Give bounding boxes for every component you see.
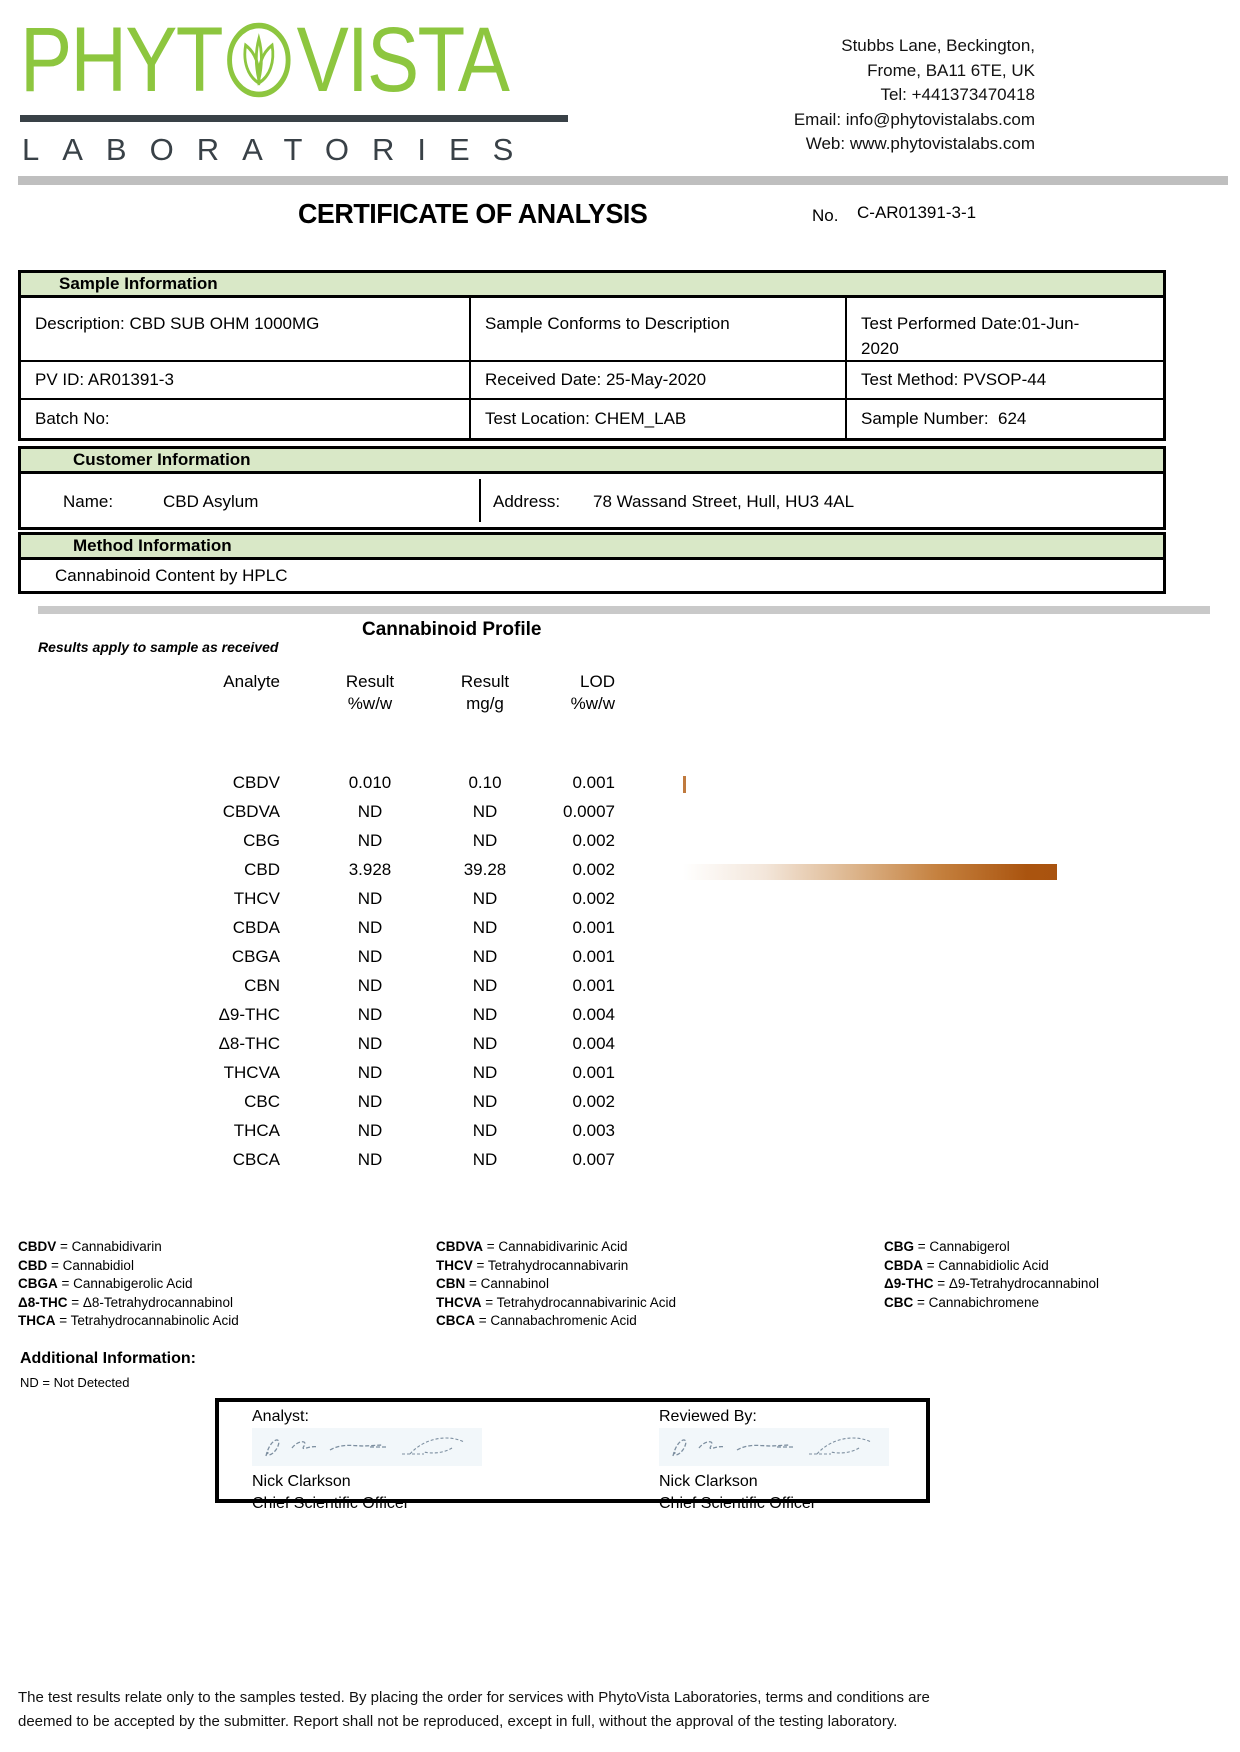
profile-table-row [0,1005,1100,1034]
result-pct-cell: ND [357,1121,383,1140]
result-mg-cell: ND [472,1150,498,1169]
legend-entry: CBG = Cannabigerol [884,1239,1010,1254]
section-divider [38,606,1210,614]
legend-entry: THCVA = Tetrahydrocannabivarinic Acid [436,1294,676,1310]
result-pct-cell: ND [357,802,383,821]
profile-table-spacer [0,716,1100,773]
contact-line: Email: info@phytovistalabs.com [793,109,1035,129]
test-performed-cell [847,298,1163,362]
customer-information-row [21,474,1163,527]
reviewer-signature-column [659,1402,889,1512]
profile-table-row [0,1150,1100,1179]
legend-abbr: THCV [436,1257,473,1273]
sample-number-cell: Sample Number: 624 [861,409,1027,428]
profile-table-row [0,773,1100,802]
legend-abbr: CBG [884,1239,914,1254]
analyte-cell: THCVA [223,1063,280,1082]
cannabinoid-profile-table [0,672,1100,1179]
lod-cell: 0.001 [572,918,615,937]
sample-information-table [21,298,1163,438]
customer-information-heading: Customer Information [21,449,1163,474]
header-result-mg: Result [460,672,510,691]
legend-column [18,1238,436,1331]
reviewer-signature-image [659,1428,889,1466]
test-performed-text: Test Performed Date:01-Jun-2020 [861,314,1080,358]
profile-table-row [0,947,1100,976]
chromatogram-tick [683,776,686,793]
logo-text-vista: VISTA [296,9,509,111]
chromatogram-gradient-bar [683,864,1057,880]
legend-abbr: CBDA [884,1257,923,1273]
logo-text-phyt: PHYT [20,9,222,111]
reviewed-by-label: Reviewed By: [659,1408,757,1425]
test-method-cell: Test Method: PVSOP-44 [847,362,1163,400]
logo-subtitle: LABORATORIES [22,132,537,167]
description-cell: Description: CBD SUB OHM 1000MG [21,298,471,362]
legend-abbr: Δ8-THC [18,1294,68,1310]
analyte-cell: THCA [233,1121,280,1140]
result-pct-cell: ND [357,1005,383,1024]
header-result-pct-units: %w/w [347,694,393,713]
analyte-cell: Δ8-THC [218,1034,280,1053]
legend-entry: CBDA = Cannabidiolic Acid [884,1257,1049,1273]
result-mg-cell: ND [472,1005,498,1024]
signature-block [215,1398,930,1512]
reviewer-title: Chief Scientific Officer [659,1495,817,1512]
certificate-no-value: C-AR01391-3-1 [857,203,977,222]
legend-column [884,1238,1222,1331]
legend-entry: Δ8-THC = Δ8-Tetrahydrocannabinol [18,1294,233,1310]
customer-information-section [18,446,1166,530]
result-mg-cell: ND [472,1121,498,1140]
analyte-cell: CBDA [232,918,280,937]
analyte-cell: CBC [244,1092,280,1111]
legend-abbr: CBCA [436,1313,475,1328]
certificate-no-label: No. [812,206,839,225]
result-pct-cell: ND [357,918,383,937]
lod-cell: 0.003 [572,1121,615,1140]
legend-abbr: CBN [436,1276,466,1291]
legend-abbr: Δ9-THC [884,1276,934,1291]
lod-cell: 0.0007 [563,802,615,821]
result-mg-cell: ND [472,831,498,850]
results-note: Results apply to sample as received [38,639,279,655]
legend-entry: CBN = Cannabinol [436,1276,549,1291]
profile-table-row [0,1092,1100,1121]
header-result-pct: Result [345,672,395,691]
reviewer-name: Nick Clarkson [659,1473,758,1490]
header-divider [18,176,1228,185]
lod-cell: 0.007 [572,1150,615,1169]
legend-entry: THCA = Tetrahydrocannabinolic Acid [18,1313,239,1328]
profile-table-row [0,1034,1100,1063]
lod-cell: 0.004 [572,1034,615,1053]
result-mg-cell: ND [472,1063,498,1082]
sample-information-section [18,270,1166,441]
result-pct-cell: ND [357,976,383,995]
legend-abbr: THCVA [436,1294,482,1310]
phytovista-logo [20,9,594,168]
legend-entry: CBD = Cannabidiol [18,1257,134,1273]
header-lod-units: %w/w [570,694,615,713]
nd-definition: ND = Not Detected [20,1375,130,1390]
lod-cell: 0.001 [572,1063,615,1082]
analyte-cell: Δ9-THC [218,1005,280,1024]
legend-column [436,1238,884,1331]
analyte-cell: CBN [244,976,280,995]
analyte-cell: CBCA [232,1150,280,1169]
contact-line: Tel: +441373470418 [880,85,1035,104]
method-information-section [18,532,1166,594]
result-mg-cell: ND [472,918,498,937]
method-name: Cannabinoid Content by HPLC [55,565,288,585]
analyte-cell: CBDVA [222,802,280,821]
logo-divider-bar [20,115,568,122]
header-result-mg-units: mg/g [466,694,504,713]
result-pct-cell: ND [357,889,383,908]
legend-abbr: CBDV [18,1239,57,1254]
analyte-cell: CBG [243,831,280,850]
legend-abbr: CBD [18,1257,48,1273]
analyte-cell: THCV [233,889,280,908]
method-information-heading: Method Information [21,535,1163,560]
legend-entry: THCV = Tetrahydrocannabivarin [436,1257,629,1273]
result-pct-cell: ND [357,831,383,850]
profile-table-row [0,918,1100,947]
analyte-cell: CBD [244,860,280,879]
result-pct-cell: ND [357,1092,383,1111]
result-pct-cell: ND [357,1034,383,1053]
logo-wordmark [20,9,509,111]
legend-abbr: THCA [18,1313,56,1328]
received-date-cell: Received Date: 25-May-2020 [471,362,847,400]
profile-table-row [0,1121,1100,1150]
analyst-signature-column [252,1402,482,1512]
lod-cell: 0.002 [572,831,615,850]
lod-cell: 0.002 [572,1092,615,1111]
contact-line: Frome, BA11 6TE, UK [867,60,1035,80]
analyst-name: Nick Clarkson [252,1473,351,1490]
result-pct-cell: ND [357,947,383,966]
result-mg-cell: ND [472,889,498,908]
page-title: CERTIFICATE OF ANALYSIS [298,198,648,229]
result-mg-cell: ND [472,1092,498,1111]
disclaimer-line-2: deemed to be accepted by the submitter. Report shall not be reproduced, except in full, without the approval of the testing laboratory. [18,1713,898,1730]
conforms-cell: Sample Conforms to Description [471,298,847,362]
additional-information-section [20,1350,196,1390]
profile-table-row [0,831,1100,860]
lod-cell: 0.001 [572,976,615,995]
customer-name-label: Name: [63,492,114,511]
result-mg-cell: ND [472,947,498,966]
legend-entry: Δ9-THC = Δ9-Tetrahydrocannabinol [884,1276,1099,1291]
result-pct-cell: ND [357,1150,383,1169]
legend-entry: CBDV = Cannabidivarin [18,1239,162,1254]
abbreviation-legend [18,1238,1222,1331]
result-mg-cell: 39.28 [463,860,507,879]
legend-entry: CBDVA = Cannabidivarinic Acid [436,1239,628,1254]
result-pct-cell: 3.928 [348,860,392,879]
legend-entry: CBC = Cannabichromene [884,1294,1039,1310]
batch-no-cell: Batch No: [21,400,471,438]
legend-abbr: CBGA [18,1276,58,1291]
lod-cell: 0.004 [572,1005,615,1024]
contact-line: Stubbs Lane, Beckington, [841,36,1035,55]
header-analyte: Analyte [223,672,280,691]
customer-address-label: Address: [493,492,561,511]
customer-name-value: CBD Asylum [163,492,259,511]
result-mg-cell: ND [472,802,498,821]
test-location-cell: Test Location: CHEM_LAB [471,400,847,438]
customer-row-divider [479,479,481,522]
result-pct-cell: ND [357,1063,383,1082]
pv-id-cell: PV ID: AR01391-3 [21,362,471,400]
result-mg-cell: ND [472,976,498,995]
lod-cell: 0.001 [572,947,615,966]
cannabinoid-profile-title: Cannabinoid Profile [362,619,542,640]
profile-table-rows [0,773,1100,1179]
profile-table-row [0,889,1100,918]
sample-information-heading: Sample Information [21,273,1163,298]
profile-table-row [0,1063,1100,1092]
analyte-cell: CBDV [232,773,280,792]
leaf-in-o-icon [224,19,294,101]
analyte-cell: CBGA [231,947,280,966]
disclaimer-line-1: The test results relate only to the samples tested. By placing the order for services with PhytoVista Laboratories, terms and conditions are [18,1689,930,1706]
header-lod: LOD [580,672,615,691]
analyst-signature-image [252,1428,482,1466]
profile-table-row [0,976,1100,1005]
legend-abbr: CBDVA [436,1239,483,1254]
lod-cell: 0.002 [572,889,615,908]
result-mg-cell: 0.10 [468,773,502,792]
profile-table-row [0,860,1100,889]
lod-cell: 0.001 [572,773,615,792]
lod-cell: 0.002 [572,860,615,879]
additional-information-heading: Additional Information: [20,1350,196,1367]
disclaimer-text [18,1686,1218,1734]
legend-abbr: CBC [884,1294,914,1310]
legend-entry: CBGA = Cannabigerolic Acid [18,1276,193,1291]
analyst-title: Chief Scientific Officer [252,1495,410,1512]
customer-address-value: 78 Wassand Street, Hull, HU3 4AL [593,492,855,511]
contact-line: Web: www.phytovistalabs.com [805,134,1035,153]
profile-table-header [0,672,1100,716]
legend-entry: CBCA = Cannabachromenic Acid [436,1313,637,1328]
analyst-label: Analyst: [252,1408,309,1425]
contact-block [700,34,1035,157]
profile-table-row [0,802,1100,831]
result-mg-cell: ND [472,1034,498,1053]
result-pct-cell: 0.010 [348,773,392,792]
